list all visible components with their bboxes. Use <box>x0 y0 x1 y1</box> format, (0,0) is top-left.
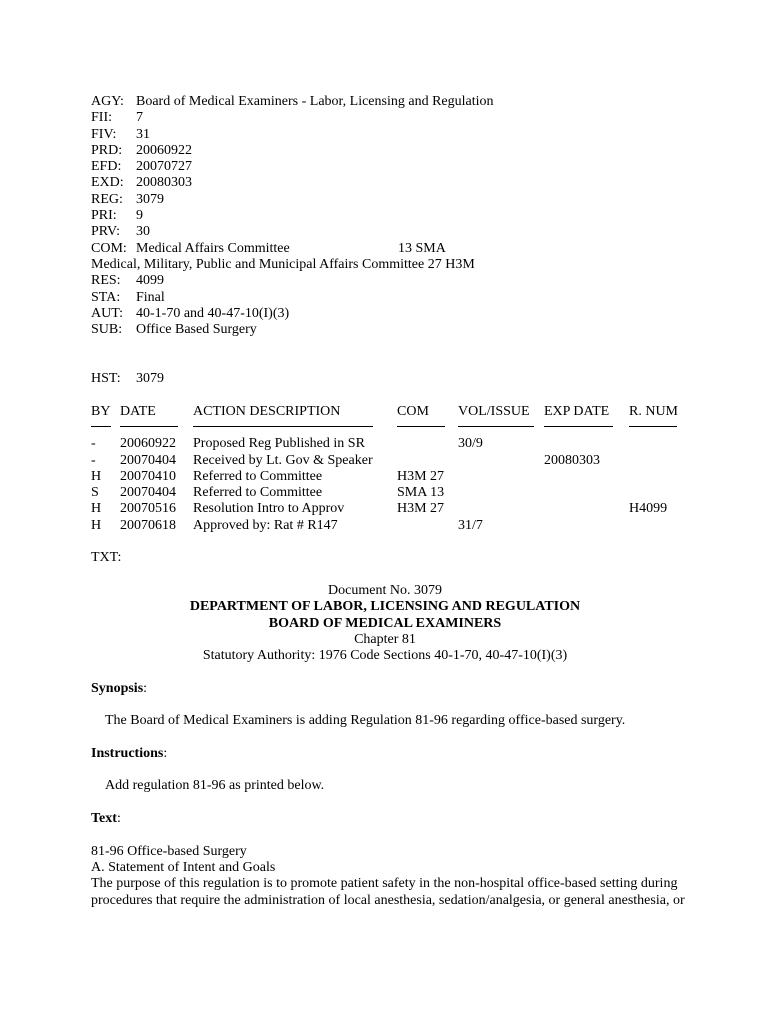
table-row <box>91 469 691 485</box>
field-key: FIV: <box>91 126 117 142</box>
field-value: Board of Medical Examiners - Labor, Licensing and Regulation <box>136 94 494 109</box>
table-row <box>91 453 691 469</box>
cell-by: S <box>91 485 99 501</box>
com-field <box>91 241 691 257</box>
cell-action: Referred to Committee <box>193 468 323 484</box>
cell-by: H <box>91 517 102 533</box>
regulation-para-line-2: procedures that require the administration of local anesthesia, sedation/analgesia, or general anesthesia, or <box>91 892 685 908</box>
cell-date: 20070618 <box>120 517 176 533</box>
cell-com: H3M 27 <box>397 501 445 517</box>
cell-r-num: H4099 <box>629 501 668 517</box>
field-value: Office Based Surgery <box>136 322 257 338</box>
field-key: PRI: <box>91 208 117 224</box>
field-value: 9 <box>136 208 143 224</box>
table-row <box>91 485 691 501</box>
txt-label: TXT: <box>91 550 122 566</box>
regulation-title: 81-96 Office-based Surgery <box>91 843 247 859</box>
cell-date: 20070516 <box>120 501 176 517</box>
chapter: Chapter 81 <box>354 631 416 647</box>
field-value: 3079 <box>136 191 164 207</box>
cell-com: H3M 27 <box>397 468 445 484</box>
cell-action: Received by Lt. Gov & Speaker <box>193 452 373 468</box>
table-header <box>91 404 691 420</box>
field-key: STA: <box>91 289 121 305</box>
com-code: 13 SMA <box>398 240 446 256</box>
cell-com: SMA 13 <box>397 485 445 501</box>
field-value: 7 <box>136 110 143 126</box>
underline <box>397 426 445 427</box>
cell-date: 20070404 <box>120 452 176 468</box>
instructions-text: Add regulation 81-96 as printed below. <box>105 778 325 794</box>
field-row <box>91 110 691 126</box>
document-number: Document No. 3079 <box>328 582 442 598</box>
field-value: 4099 <box>136 273 164 289</box>
header-com: COM <box>397 403 429 419</box>
table-row <box>91 436 691 452</box>
field-key: REG: <box>91 191 123 207</box>
header-r-num: R. NUM <box>629 403 679 419</box>
field-key: FII: <box>91 110 112 126</box>
field-row <box>91 143 691 159</box>
field-value: 20080303 <box>136 175 192 191</box>
synopsis-text: The Board of Medical Examiners is adding Regulation 81-96 regarding office-based surgery. <box>105 713 626 729</box>
cell-action: Approved by: Rat # R147 <box>193 517 338 533</box>
table-row <box>91 518 691 534</box>
field-value: 20060922 <box>136 142 192 158</box>
underline <box>193 426 373 427</box>
field-key: HST: <box>91 371 121 387</box>
table-row <box>91 501 691 517</box>
header-by: BY <box>91 403 111 419</box>
text-heading: Text: <box>91 811 121 827</box>
cell-date: 20060922 <box>120 436 176 452</box>
field-value: 3079 <box>136 371 164 387</box>
header-exp-date: EXP DATE <box>544 403 610 419</box>
cell-by: - <box>91 436 96 452</box>
board-title: BOARD OF MEDICAL EXAMINERS <box>268 615 502 631</box>
field-key: AUT: <box>91 305 123 321</box>
underline <box>120 426 178 427</box>
field-key: RES: <box>91 273 121 289</box>
header-date: DATE <box>120 403 156 419</box>
synopsis-label: Synopsis <box>91 680 144 696</box>
field-row <box>91 290 691 306</box>
cell-exp-date: 20080303 <box>544 452 600 468</box>
field-row <box>91 175 691 191</box>
cell-date: 20070404 <box>120 485 176 501</box>
header-action: ACTION DESCRIPTION <box>193 403 341 419</box>
instructions-heading: Instructions: <box>91 745 168 761</box>
underline <box>458 426 534 427</box>
field-row <box>91 192 691 208</box>
cell-vol-issue: 31/7 <box>458 517 483 533</box>
field-row <box>91 224 691 240</box>
regulation-subtitle: A. Statement of Intent and Goals <box>91 859 276 875</box>
field-key: PRV: <box>91 224 120 240</box>
text-label: Text <box>91 811 117 827</box>
metadata-fields-2 <box>91 273 691 338</box>
document-page <box>91 94 691 909</box>
synopsis-heading: Synopsis: <box>91 680 148 696</box>
field-row <box>91 306 691 322</box>
field-value: 30 <box>136 224 150 240</box>
hst-field <box>91 371 691 387</box>
field-row <box>91 94 691 110</box>
field-row <box>91 127 691 143</box>
field-key: PRD: <box>91 142 123 158</box>
cell-date: 20070410 <box>120 468 176 484</box>
header-vol-issue: VOL/ISSUE <box>458 403 530 419</box>
cell-action: Resolution Intro to Approv <box>193 501 345 517</box>
field-value: Final <box>136 289 165 305</box>
field-value: 31 <box>136 126 150 142</box>
cell-by: H <box>91 501 102 517</box>
field-row <box>91 273 691 289</box>
cell-action: Proposed Reg Published in SR <box>193 436 365 452</box>
underline <box>629 426 677 427</box>
history-table <box>91 404 691 534</box>
instructions-label: Instructions <box>91 745 164 761</box>
cell-vol-issue: 30/9 <box>458 436 483 452</box>
table-body <box>91 436 691 534</box>
cell-by: - <box>91 452 96 468</box>
cell-by: H <box>91 468 102 484</box>
regulation-para-line-1: The purpose of this regulation is to promote patient safety in the non-hospital office-based setting during <box>91 876 678 892</box>
field-row <box>91 159 691 175</box>
field-value: 40-1-70 and 40-47-10(I)(3) <box>136 305 290 321</box>
department-title: DEPARTMENT OF LABOR, LICENSING AND REGULATION <box>189 599 581 615</box>
field-row <box>91 208 691 224</box>
underline <box>91 426 111 427</box>
field-key: COM: <box>91 240 127 256</box>
underline <box>544 426 613 427</box>
metadata-fields <box>91 94 691 241</box>
field-key: EFD: <box>91 159 122 175</box>
header-underline-row <box>91 420 691 436</box>
field-key: SUB: <box>91 322 123 338</box>
document-heading <box>91 583 691 665</box>
field-row <box>91 322 691 338</box>
field-value: 20070727 <box>136 159 192 175</box>
statutory-authority: Statutory Authority: 1976 Code Sections 40-1-70, 40-47-10(I)(3) <box>202 648 568 664</box>
com-line-2: Medical, Military, Public and Municipal Affairs Committee 27 H3M <box>91 256 475 272</box>
field-key: AGY: <box>91 94 124 109</box>
cell-action: Referred to Committee <box>193 485 323 501</box>
field-value: Medical Affairs Committee <box>136 240 290 256</box>
field-key: EXD: <box>91 175 124 191</box>
